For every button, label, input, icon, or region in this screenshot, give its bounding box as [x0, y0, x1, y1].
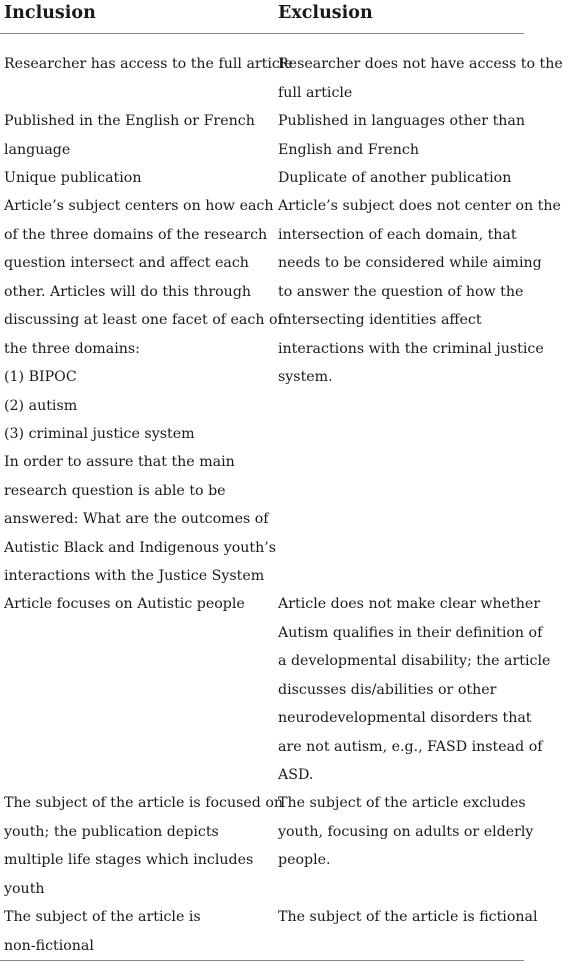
- exclusion-text-line: The subject of the article excludes: [278, 795, 526, 811]
- inclusion-text-line: Article’s subject centers on how each: [4, 198, 274, 214]
- inclusion-cell: [4, 192, 283, 449]
- inclusion-text-line: answered: What are the outcomes of: [4, 511, 269, 527]
- exclusion-text-line: discusses dis/abilities or other: [278, 681, 497, 698]
- inclusion-text-line: youth; the publication depicts: [4, 823, 219, 840]
- inclusion-text-line: Published in the English or French: [4, 113, 255, 129]
- inclusion-text-line: youth: [4, 880, 45, 897]
- inclusion-cell: [4, 107, 270, 164]
- inclusion-text-line: The subject of the article is focused on: [4, 795, 284, 811]
- inclusion-text-line: language: [4, 141, 71, 158]
- inclusion-text-line: Autistic Black and Indigenous youth’s: [4, 539, 277, 556]
- inclusion-text-line: discussing at least one facet of each of: [4, 312, 283, 328]
- exclusion-text-line: are not autism, e.g., FASD instead of: [278, 738, 543, 755]
- exclusion-cell: [278, 192, 561, 392]
- exclusion-text-line: Researcher does not have access to the: [278, 56, 563, 72]
- header-exclusion: Exclusion: [278, 3, 373, 23]
- exclusion-cell: [278, 164, 522, 193]
- inclusion-cell: [4, 590, 270, 619]
- exclusion-text-line: people.: [278, 852, 331, 868]
- inclusion-text-line: In order to assure that the main: [4, 454, 235, 470]
- inclusion-cell: [4, 50, 293, 79]
- exclusion-text-line: interactions with the criminal justice: [278, 340, 544, 357]
- exclusion-text-line: youth, focusing on adults or elderly: [278, 823, 534, 840]
- header-inclusion: Inclusion: [4, 3, 96, 23]
- exclusion-text-line: Duplicate of another publication: [278, 170, 512, 186]
- inclusion-cell: [4, 789, 284, 903]
- exclusion-text-line: intersection of each domain, that: [278, 226, 517, 243]
- exclusion-text-line: Published in languages other than: [278, 113, 526, 129]
- exclusion-cell: [278, 789, 534, 875]
- inclusion-text-line: non-fictional: [4, 937, 94, 954]
- inclusion-text-line: multiple life stages which includes: [4, 852, 254, 868]
- header-rule: [0, 33, 524, 34]
- exclusion-text-line: ASD.: [278, 767, 314, 783]
- inclusion-cell: [4, 903, 270, 960]
- exclusion-text-line: neurodevelopmental disorders that: [278, 710, 532, 726]
- bottom-rule: [0, 960, 524, 961]
- exclusion-text-line: Article does not make clear whether: [278, 596, 541, 612]
- exclusion-text-line: to answer the question of how the: [278, 283, 524, 300]
- exclusion-cell: [278, 903, 538, 932]
- inclusion-text-line: (2) autism: [4, 397, 78, 414]
- inclusion-text-line: The subject of the article is: [4, 909, 201, 925]
- inclusion-text-line: question intersect and affect each: [4, 255, 249, 271]
- exclusion-text-line: English and French: [278, 141, 420, 158]
- exclusion-text-line: a developmental disability; the article: [278, 653, 551, 669]
- inclusion-text-line: Article focuses on Autistic people: [4, 596, 245, 612]
- inclusion-text-line: other. Articles will do this through: [4, 283, 252, 300]
- exclusion-text-line: system.: [278, 369, 333, 385]
- inclusion-text-line: (1) BIPOC: [4, 369, 77, 385]
- exclusion-text-line: The subject of the article is fictional: [278, 909, 538, 925]
- table-header: [0, 0, 524, 36]
- exclusion-cell: [278, 50, 563, 107]
- inclusion-text-line: Researcher has access to the full article: [4, 56, 293, 72]
- inclusion-text-line: (3) criminal justice system: [4, 426, 195, 442]
- exclusion-cell: [278, 590, 551, 790]
- inclusion-text-line: research question is able to be: [4, 482, 226, 499]
- exclusion-text-line: Autism qualifies in their definition of: [278, 624, 543, 641]
- exclusion-text-line: full article: [278, 84, 353, 101]
- exclusion-text-line: intersecting identities affect: [278, 312, 482, 328]
- exclusion-text-line: needs to be considered while aiming: [278, 255, 542, 271]
- inclusion-text-line: Unique publication: [4, 170, 142, 186]
- exclusion-text-line: Article’s subject does not center on the: [278, 198, 561, 214]
- inclusion-cell: [4, 448, 277, 591]
- inclusion-text-line: the three domains:: [4, 340, 140, 357]
- inclusion-text-line: interactions with the Justice System: [4, 568, 265, 584]
- exclusion-cell: [278, 107, 526, 164]
- inclusion-cell: [4, 164, 270, 193]
- inclusion-text-line: of the three domains of the research: [4, 226, 268, 243]
